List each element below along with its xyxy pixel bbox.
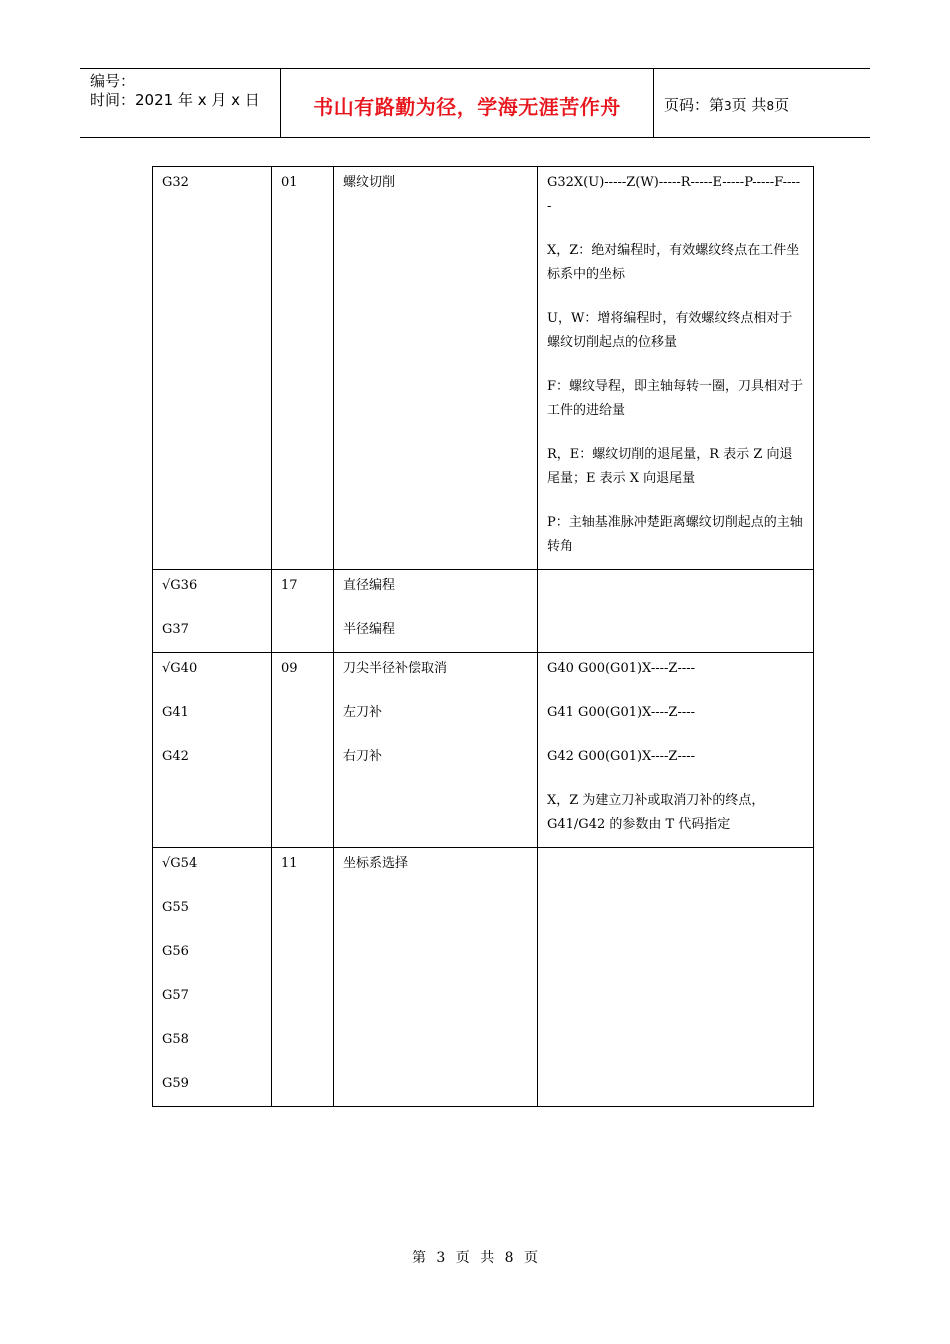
- table-row: [153, 570, 814, 653]
- gcode: G56: [162, 944, 189, 959]
- gcode: √G54: [162, 856, 198, 871]
- page-suffix: 页: [774, 96, 790, 114]
- page-header: [80, 68, 870, 138]
- function-label: 坐标系选择: [343, 856, 409, 871]
- code-cell: [153, 848, 272, 1107]
- header-page-number: [664, 94, 789, 115]
- group-cell: [272, 167, 334, 570]
- function-label: 右刀补: [343, 749, 383, 764]
- table-row: [153, 653, 814, 848]
- page-footer: 第 3 页 共 8 页: [411, 1250, 539, 1266]
- note-line: G41 G00(G01)X----Z----: [547, 705, 696, 720]
- gcode: G37: [162, 622, 189, 637]
- number-label: 编号：: [90, 72, 136, 90]
- note-line: G32X(U)-----Z(W)-----R-----E-----P-----F-----: [547, 175, 801, 214]
- function-cell: [334, 653, 538, 848]
- notes-cell: [538, 167, 814, 570]
- group-cell: [272, 848, 334, 1107]
- group-number: 11: [281, 856, 298, 871]
- page-mid: 页 共: [731, 96, 767, 114]
- note-line: X，Z 为建立刀补或取消刀补的终点，G41/G42 的参数由 T 代码指定: [547, 793, 765, 832]
- notes-cell: [538, 848, 814, 1107]
- notes-cell: [538, 570, 814, 653]
- note-line: R，E：螺纹切削的退尾量，R 表示 Z 向退尾量；E 表示 X 向退尾量: [547, 447, 793, 486]
- note-line: U，W：增将编程时，有效螺纹终点相对于螺纹切削起点的位移量: [547, 311, 793, 350]
- function-label: 螺纹切削: [343, 175, 396, 190]
- notes-cell: [538, 653, 814, 848]
- group-cell: [272, 653, 334, 848]
- page-current: 3: [724, 99, 732, 113]
- group-number: 01: [281, 175, 298, 190]
- function-cell: [334, 570, 538, 653]
- header-page-cell: [654, 69, 870, 137]
- page-prefix: 页码：第: [664, 96, 725, 114]
- gcode: G42: [162, 749, 189, 764]
- function-label: 左刀补: [343, 705, 383, 720]
- function-label: 直径编程: [343, 578, 396, 593]
- function-cell: [334, 848, 538, 1107]
- code-cell: [153, 167, 272, 570]
- function-label: 半径编程: [343, 622, 396, 637]
- gcode: G32: [162, 175, 189, 190]
- note-line: F：螺纹导程，即主轴每转一圈，刀具相对于工件的进给量: [547, 379, 804, 418]
- note-line: G40 G00(G01)X----Z----: [547, 661, 696, 676]
- function-cell: [334, 167, 538, 570]
- gcode: G41: [162, 705, 189, 720]
- table-row: [153, 167, 814, 570]
- code-cell: [153, 653, 272, 848]
- gcode-table: [152, 166, 814, 1107]
- note-line: P：主轴基准脉冲楚距离螺纹切削起点的主轴转角: [547, 515, 803, 554]
- gcode: G59: [162, 1076, 189, 1091]
- note-line: X，Z：绝对编程时，有效螺纹终点在工件坐标系中的坐标: [547, 243, 800, 282]
- note-line: G42 G00(G01)X----Z----: [547, 749, 696, 764]
- code-cell: [153, 570, 272, 653]
- gcode: G57: [162, 988, 189, 1003]
- function-label: 刀尖半径补偿取消: [343, 661, 448, 676]
- gcode: G55: [162, 900, 189, 915]
- gcode-table-body: [153, 167, 814, 1107]
- date-line: 时间：2021 年 x 月 x 日: [90, 91, 260, 109]
- gcode: √G36: [162, 578, 198, 593]
- group-cell: [272, 570, 334, 653]
- table-row: [153, 848, 814, 1107]
- header-meta: [80, 69, 281, 137]
- group-number: 17: [281, 578, 298, 593]
- motto: 书山有路勤为径，学海无涯苦作舟: [313, 95, 621, 119]
- group-number: 09: [281, 661, 298, 676]
- page-total: 8: [766, 99, 775, 113]
- header-motto-cell: [281, 69, 654, 137]
- gcode: √G40: [162, 661, 198, 676]
- gcode: G58: [162, 1032, 189, 1047]
